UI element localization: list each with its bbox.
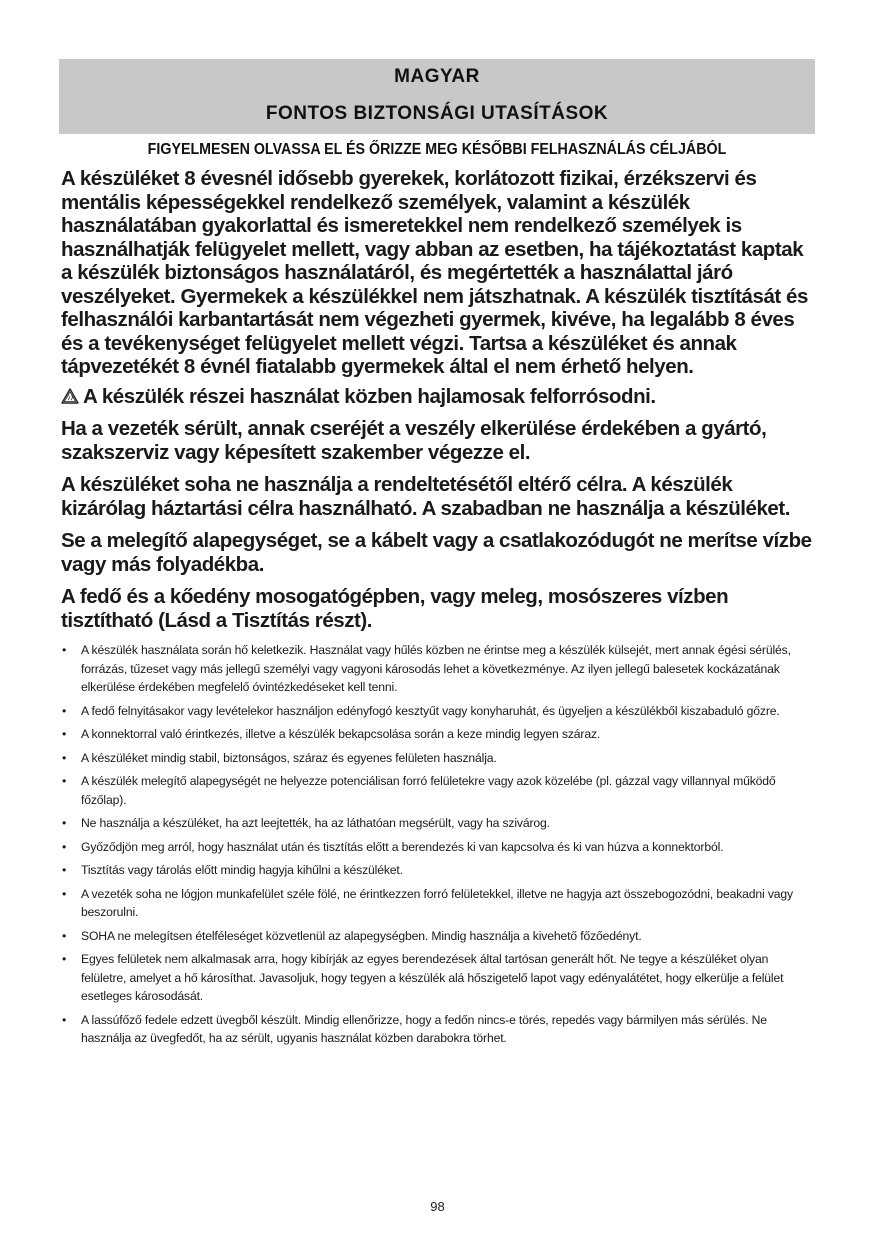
list-item: [61, 814, 813, 833]
list-item: [61, 641, 813, 697]
paragraph-hot-parts: [61, 385, 813, 409]
list-item-text: A lassúfőző fedele edzett üvegből készült. Mindig ellenőrizze, hogy a fedőn nincs-e törés, repedés vagy bármilyen más sérülés. Ne használja az üvegfedőt, ha az sérült, ugyanis használat közben darabokra törhet.: [81, 1012, 767, 1045]
list-item-text: SOHA ne melegítsen ételféleséget közvetlenül az alapegységben. Mindig használja a kivehető főzőedényt.: [81, 928, 642, 943]
list-item: [61, 927, 813, 946]
list-item-text: Győződjön meg arról, hogy használat után és tisztítás előtt a berendezés ki van kapcsolva és ki van húzva a konnektorból.: [81, 839, 724, 854]
list-item-text: Ne használja a készüléket, ha azt leejtették, ha az láthatóan megsérült, vagy ha szivárog.: [81, 816, 550, 830]
bullet-dot: •: [62, 886, 67, 901]
list-item: [61, 772, 813, 809]
list-item-text: Tisztítás vagy tárolás előtt mindig hagyja kihűlni a készüléket.: [81, 863, 403, 877]
list-item-text: A készülék használata során hő keletkezik. Használat vagy hűlés közben ne érintse meg a készülék külsejét, mert annak égési sérülés, forrázás, tűzeset vagy más jellegű személyi vagy vagyoni károsodás lehet a következménye. Az ilyen jellegű balesetek kockázatának elkerülése érdekében megfelelő óvintézkedéseket kell tenni.: [81, 643, 791, 694]
language-heading: MAGYAR: [394, 66, 480, 87]
bullet-dot: •: [62, 643, 67, 657]
list-item: [61, 885, 813, 922]
bullet-dot: •: [62, 703, 67, 718]
bullet-dot: •: [62, 839, 67, 854]
list-item-text: A fedő felnyitásakor vagy levételekor használjon edényfogó kesztyűt vagy konyharuhát, és ügyeljen a készülékből kiszabaduló gőzre.: [81, 703, 780, 718]
list-item-text: A készüléket mindig stabil, biztonságos, száraz és egyenes felületen használja.: [81, 750, 497, 765]
list-item-text: A vezeték soha ne lógjon munkafelület széle fölé, ne érintkezzen forró felületekkel, illetve ne hagyja azt összebogozódni, beakadni vagy beszorulni.: [81, 886, 793, 919]
list-item: [61, 861, 813, 880]
paragraph-no-immersion: Se a melegítő alapegységet, se a kábelt vagy a csatlakozódugót ne merítse vízbe vagy más folyadékba.: [61, 529, 812, 576]
safety-bullet-list: [61, 641, 813, 1048]
warning-triangle-icon: [61, 388, 79, 404]
page-number: 98: [430, 1199, 445, 1214]
bullet-dot: •: [62, 774, 67, 788]
list-item: [61, 950, 813, 1006]
bullet-dot: •: [62, 863, 67, 877]
document-body: [61, 167, 813, 1053]
page-title: FONTOS BIZTONSÁGI UTASÍTÁSOK: [265, 103, 609, 124]
subtitle: FIGYELMESEN OLVASSA EL ÉS ŐRIZZE MEG KÉSŐBBI FELHASZNÁLÁS CÉLJÁBÓL: [147, 141, 727, 158]
list-item: [61, 1011, 813, 1048]
bullet-dot: •: [62, 727, 67, 741]
paragraph-cord-damage: Ha a vezeték sérült, annak cseréjét a veszély elkerülése érdekében a gyártó, szakszerviz vagy képesített szakember végezze el.: [61, 417, 767, 464]
bullet-dot: •: [62, 952, 67, 966]
list-item: [61, 702, 813, 721]
list-item: [61, 749, 813, 768]
bullet-dot: •: [62, 1012, 67, 1027]
header-band: [59, 59, 815, 134]
paragraph-intended-use: A készüléket soha ne használja a rendeltetésétől eltérő célra. A készülék kizárólag háztartási célra használható. A szabadban ne használja a készüléket.: [61, 473, 791, 520]
list-item: [61, 725, 813, 744]
list-item-text: A készülék melegítő alapegységét ne helyezze potenciálisan forró felületekre vagy azok közelébe (pl. gázzal vagy villannyal működő főzőlap).: [81, 774, 776, 807]
paragraph-supervision: A készüléket 8 évesnél idősebb gyerekek, korlátozott fizikai, érzékszervi és mentális képességekkel rendelkező személyek, valamint a készülék használatában gyakorlattal és ismeretekkel nem rendelkező személyek is használhatják felügyelet mellett, vagy abban az esetben, ha tájékoztatást kaptak a készülék biztonságos használatáról, és megértették a használattal járó veszélyeket. Gyermekek a készülékkel nem játszhatnak. A készülék tisztítását és felhasználói karbantartását nem végezheti gyermek, kivéve, ha legalább 8 éves és a tevékenységet felügyelet mellett végzi. Tartsa a készüléket és annak tápvezetékét 8 évnél fiatalabb gyermekek által el nem érhető helyen.: [61, 167, 808, 378]
bullet-dot: •: [62, 928, 67, 943]
bullet-dot: •: [62, 750, 67, 765]
bullet-dot: •: [62, 816, 67, 830]
list-item-text: Egyes felületek nem alkalmasak arra, hogy kibírják az egyes berendezések által tartósan generált hőt. Ne tegye a készüléket olyan felületre, amelyet a hő károsíthat. Javasoljuk, hogy tegyen a készülék alá hőszigetelő lapot vagy edényalátétet, hogy elkerülje a felület esetleges károsodását.: [81, 952, 784, 1003]
list-item: [61, 838, 813, 857]
paragraph-dishwasher: A fedő és a kőedény mosogatógépben, vagy meleg, mosószeres vízben tisztítható (Lásd a Tisztítás részt).: [61, 585, 729, 632]
list-item-text: A konnektorral való érintkezés, illetve a készülék bekapcsolása során a keze mindig legyen száraz.: [81, 727, 601, 741]
paragraph-hot-parts-text: A készülék részei használat közben hajlamosak felforrósodni.: [83, 384, 656, 408]
